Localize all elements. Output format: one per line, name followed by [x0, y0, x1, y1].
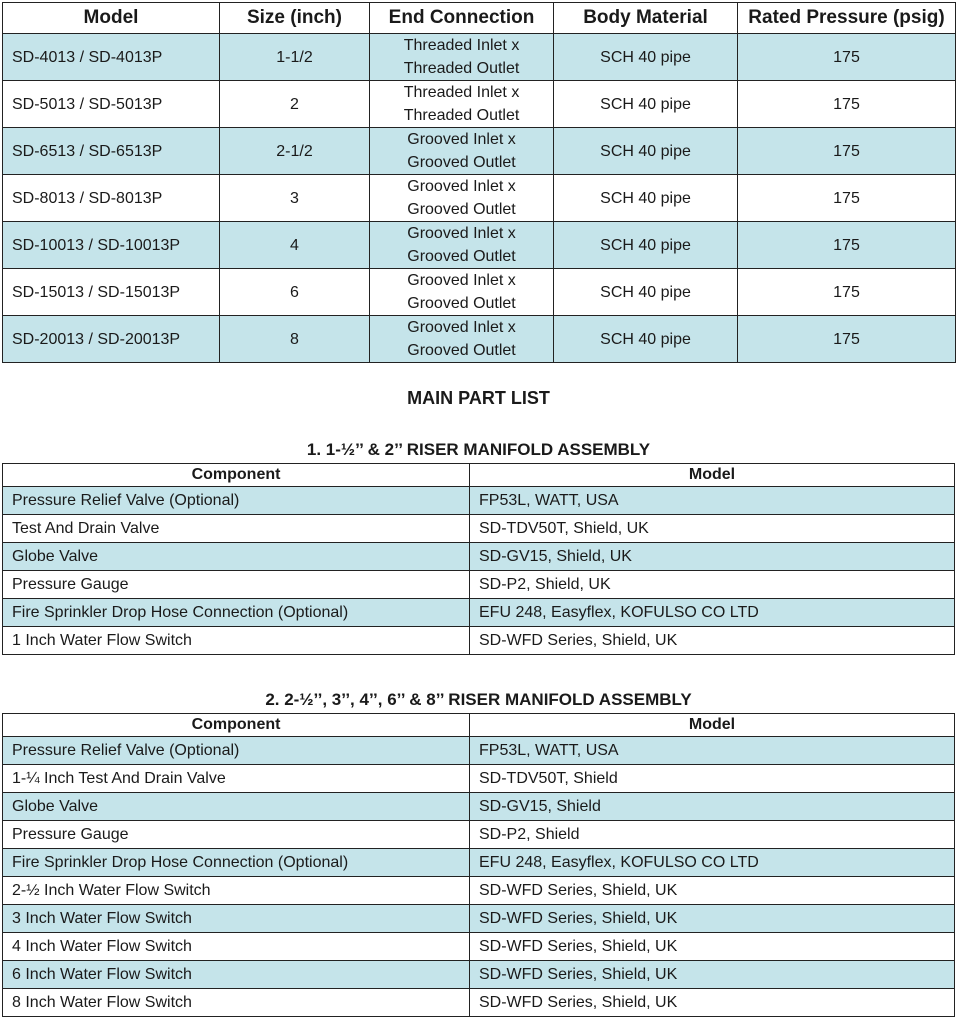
spec-header-end-connection: End Connection — [370, 3, 554, 34]
spec-header-model: Model — [3, 3, 220, 34]
spec-header-body-material: Body Material — [554, 3, 738, 34]
parts-row — [3, 961, 955, 989]
end-connection-line-1: Grooved Inlet x — [407, 319, 516, 336]
model-cell: SD-GV15, Shield, UK — [470, 543, 955, 571]
end-connection-line-2: Threaded Outlet — [403, 60, 520, 77]
parts-row — [3, 765, 955, 793]
spec-size-cell: 4 — [220, 222, 370, 269]
spec-end-connection-cell — [370, 81, 554, 128]
component-cell: Pressure Gauge — [3, 821, 470, 849]
spec-row — [3, 128, 956, 175]
spec-size-cell: 1-1/2 — [220, 34, 370, 81]
parts-row — [3, 487, 955, 515]
spec-size-cell: 6 — [220, 269, 370, 316]
component-cell: 1-¼ Inch Test And Drain Valve — [3, 765, 470, 793]
spec-rated-pressure-cell: 175 — [738, 316, 956, 363]
model-cell: SD-P2, Shield — [470, 821, 955, 849]
parts-row — [3, 737, 955, 765]
model-cell: SD-GV15, Shield — [470, 793, 955, 821]
end-connection-line-2: Grooved Outlet — [407, 342, 516, 359]
end-connection-line-1: Grooved Inlet x — [407, 178, 516, 195]
end-connection-line-2: Grooved Outlet — [407, 154, 516, 171]
model-cell: EFU 248, Easyflex, KOFULSO CO LTD — [470, 849, 955, 877]
assembly-1-title: 1. 1-½’’ & 2’’ RISER MANIFOLD ASSEMBLY — [306, 440, 651, 459]
parts-row — [3, 933, 955, 961]
end-connection-line-2: Grooved Outlet — [407, 201, 516, 218]
spec-rated-pressure-cell: 175 — [738, 34, 956, 81]
parts-row — [3, 627, 955, 655]
end-connection-line-1: Grooved Inlet x — [407, 225, 516, 242]
spec-end-connection-cell — [370, 128, 554, 175]
specification-table — [2, 2, 956, 363]
spec-model-cell: SD-4013 / SD-4013P — [3, 34, 220, 81]
model-cell: SD-WFD Series, Shield, UK — [470, 627, 955, 655]
parts-header-row — [3, 714, 955, 737]
model-cell: FP53L, WATT, USA — [470, 737, 955, 765]
spec-rated-pressure-cell: 175 — [738, 81, 956, 128]
parts-row — [3, 877, 955, 905]
component-cell: 2-½ Inch Water Flow Switch — [3, 877, 470, 905]
component-cell: 8 Inch Water Flow Switch — [3, 989, 470, 1017]
parts-row — [3, 599, 955, 627]
spec-end-connection-cell — [370, 34, 554, 81]
spec-end-connection-cell — [370, 175, 554, 222]
spec-model-cell: SD-8013 / SD-8013P — [3, 175, 220, 222]
end-connection-line-2: Grooved Outlet — [407, 295, 516, 312]
assembly-2-title: 2. 2-½’’, 3’’, 4’’, 6’’ & 8’’ RISER MANIFOLD ASSEMBLY — [265, 690, 692, 709]
model-cell: SD-WFD Series, Shield, UK — [470, 905, 955, 933]
model-cell: SD-P2, Shield, UK — [470, 571, 955, 599]
model-cell: FP53L, WATT, USA — [470, 487, 955, 515]
spec-row — [3, 34, 956, 81]
end-connection-line-1: Grooved Inlet x — [407, 131, 516, 148]
spec-row — [3, 316, 956, 363]
component-cell: Pressure Gauge — [3, 571, 470, 599]
component-cell: Pressure Relief Valve (Optional) — [3, 737, 470, 765]
parts-row — [3, 849, 955, 877]
parts-header-component: Component — [3, 714, 470, 737]
spec-row — [3, 222, 956, 269]
spec-model-cell: SD-10013 / SD-10013P — [3, 222, 220, 269]
parts-row — [3, 793, 955, 821]
spec-body-material-cell: SCH 40 pipe — [554, 222, 738, 269]
spec-model-cell: SD-5013 / SD-5013P — [3, 81, 220, 128]
component-cell: 6 Inch Water Flow Switch — [3, 961, 470, 989]
component-cell: 3 Inch Water Flow Switch — [3, 905, 470, 933]
spec-size-cell: 2-1/2 — [220, 128, 370, 175]
spec-body-material-cell: SCH 40 pipe — [554, 175, 738, 222]
spec-body-material-cell: SCH 40 pipe — [554, 269, 738, 316]
model-cell: SD-TDV50T, Shield — [470, 765, 955, 793]
end-connection-line-2: Grooved Outlet — [407, 248, 516, 265]
component-cell: Globe Valve — [3, 543, 470, 571]
parts-row — [3, 515, 955, 543]
model-cell: SD-TDV50T, Shield, UK — [470, 515, 955, 543]
spec-body-material-cell: SCH 40 pipe — [554, 128, 738, 175]
parts-row — [3, 571, 955, 599]
model-cell: SD-WFD Series, Shield, UK — [470, 961, 955, 989]
spec-rated-pressure-cell: 175 — [738, 269, 956, 316]
spec-row — [3, 175, 956, 222]
end-connection-line-2: Threaded Outlet — [403, 107, 520, 124]
component-cell: Fire Sprinkler Drop Hose Connection (Optional) — [3, 599, 470, 627]
model-cell: SD-WFD Series, Shield, UK — [470, 933, 955, 961]
end-connection-line-1: Grooved Inlet x — [407, 272, 516, 289]
spec-row — [3, 81, 956, 128]
spec-rated-pressure-cell: 175 — [738, 128, 956, 175]
parts-header-model: Model — [470, 464, 955, 487]
spec-body-material-cell: SCH 40 pipe — [554, 316, 738, 363]
assembly-2-parts-table — [2, 713, 955, 1017]
spec-header-rated-pressure: Rated Pressure (psig) — [738, 3, 956, 34]
spec-size-cell: 3 — [220, 175, 370, 222]
end-connection-line-1: Threaded Inlet x — [403, 37, 520, 54]
parts-header-model: Model — [470, 714, 955, 737]
component-cell: Pressure Relief Valve (Optional) — [3, 487, 470, 515]
model-cell: EFU 248, Easyflex, KOFULSO CO LTD — [470, 599, 955, 627]
spec-size-cell: 2 — [220, 81, 370, 128]
assembly-1-parts-table — [2, 463, 955, 655]
spec-model-cell: SD-15013 / SD-15013P — [3, 269, 220, 316]
parts-row — [3, 821, 955, 849]
main-part-list-title: MAIN PART LIST — [407, 388, 550, 408]
component-cell: Test And Drain Valve — [3, 515, 470, 543]
spec-end-connection-cell — [370, 269, 554, 316]
end-connection-line-1: Threaded Inlet x — [403, 84, 520, 101]
spec-size-cell: 8 — [220, 316, 370, 363]
parts-row — [3, 905, 955, 933]
spec-end-connection-cell — [370, 316, 554, 363]
component-cell: 1 Inch Water Flow Switch — [3, 627, 470, 655]
spec-end-connection-cell — [370, 222, 554, 269]
spec-header-row — [3, 3, 956, 34]
parts-header-component: Component — [3, 464, 470, 487]
parts-row — [3, 543, 955, 571]
component-cell: 4 Inch Water Flow Switch — [3, 933, 470, 961]
spec-row — [3, 269, 956, 316]
spec-rated-pressure-cell: 175 — [738, 175, 956, 222]
component-cell: Globe Valve — [3, 793, 470, 821]
component-cell: Fire Sprinkler Drop Hose Connection (Optional) — [3, 849, 470, 877]
spec-body-material-cell: SCH 40 pipe — [554, 81, 738, 128]
model-cell: SD-WFD Series, Shield, UK — [470, 989, 955, 1017]
model-cell: SD-WFD Series, Shield, UK — [470, 877, 955, 905]
spec-model-cell: SD-6513 / SD-6513P — [3, 128, 220, 175]
parts-row — [3, 989, 955, 1017]
spec-rated-pressure-cell: 175 — [738, 222, 956, 269]
spec-model-cell: SD-20013 / SD-20013P — [3, 316, 220, 363]
spec-body-material-cell: SCH 40 pipe — [554, 34, 738, 81]
parts-header-row — [3, 464, 955, 487]
spec-header-size: Size (inch) — [220, 3, 370, 34]
